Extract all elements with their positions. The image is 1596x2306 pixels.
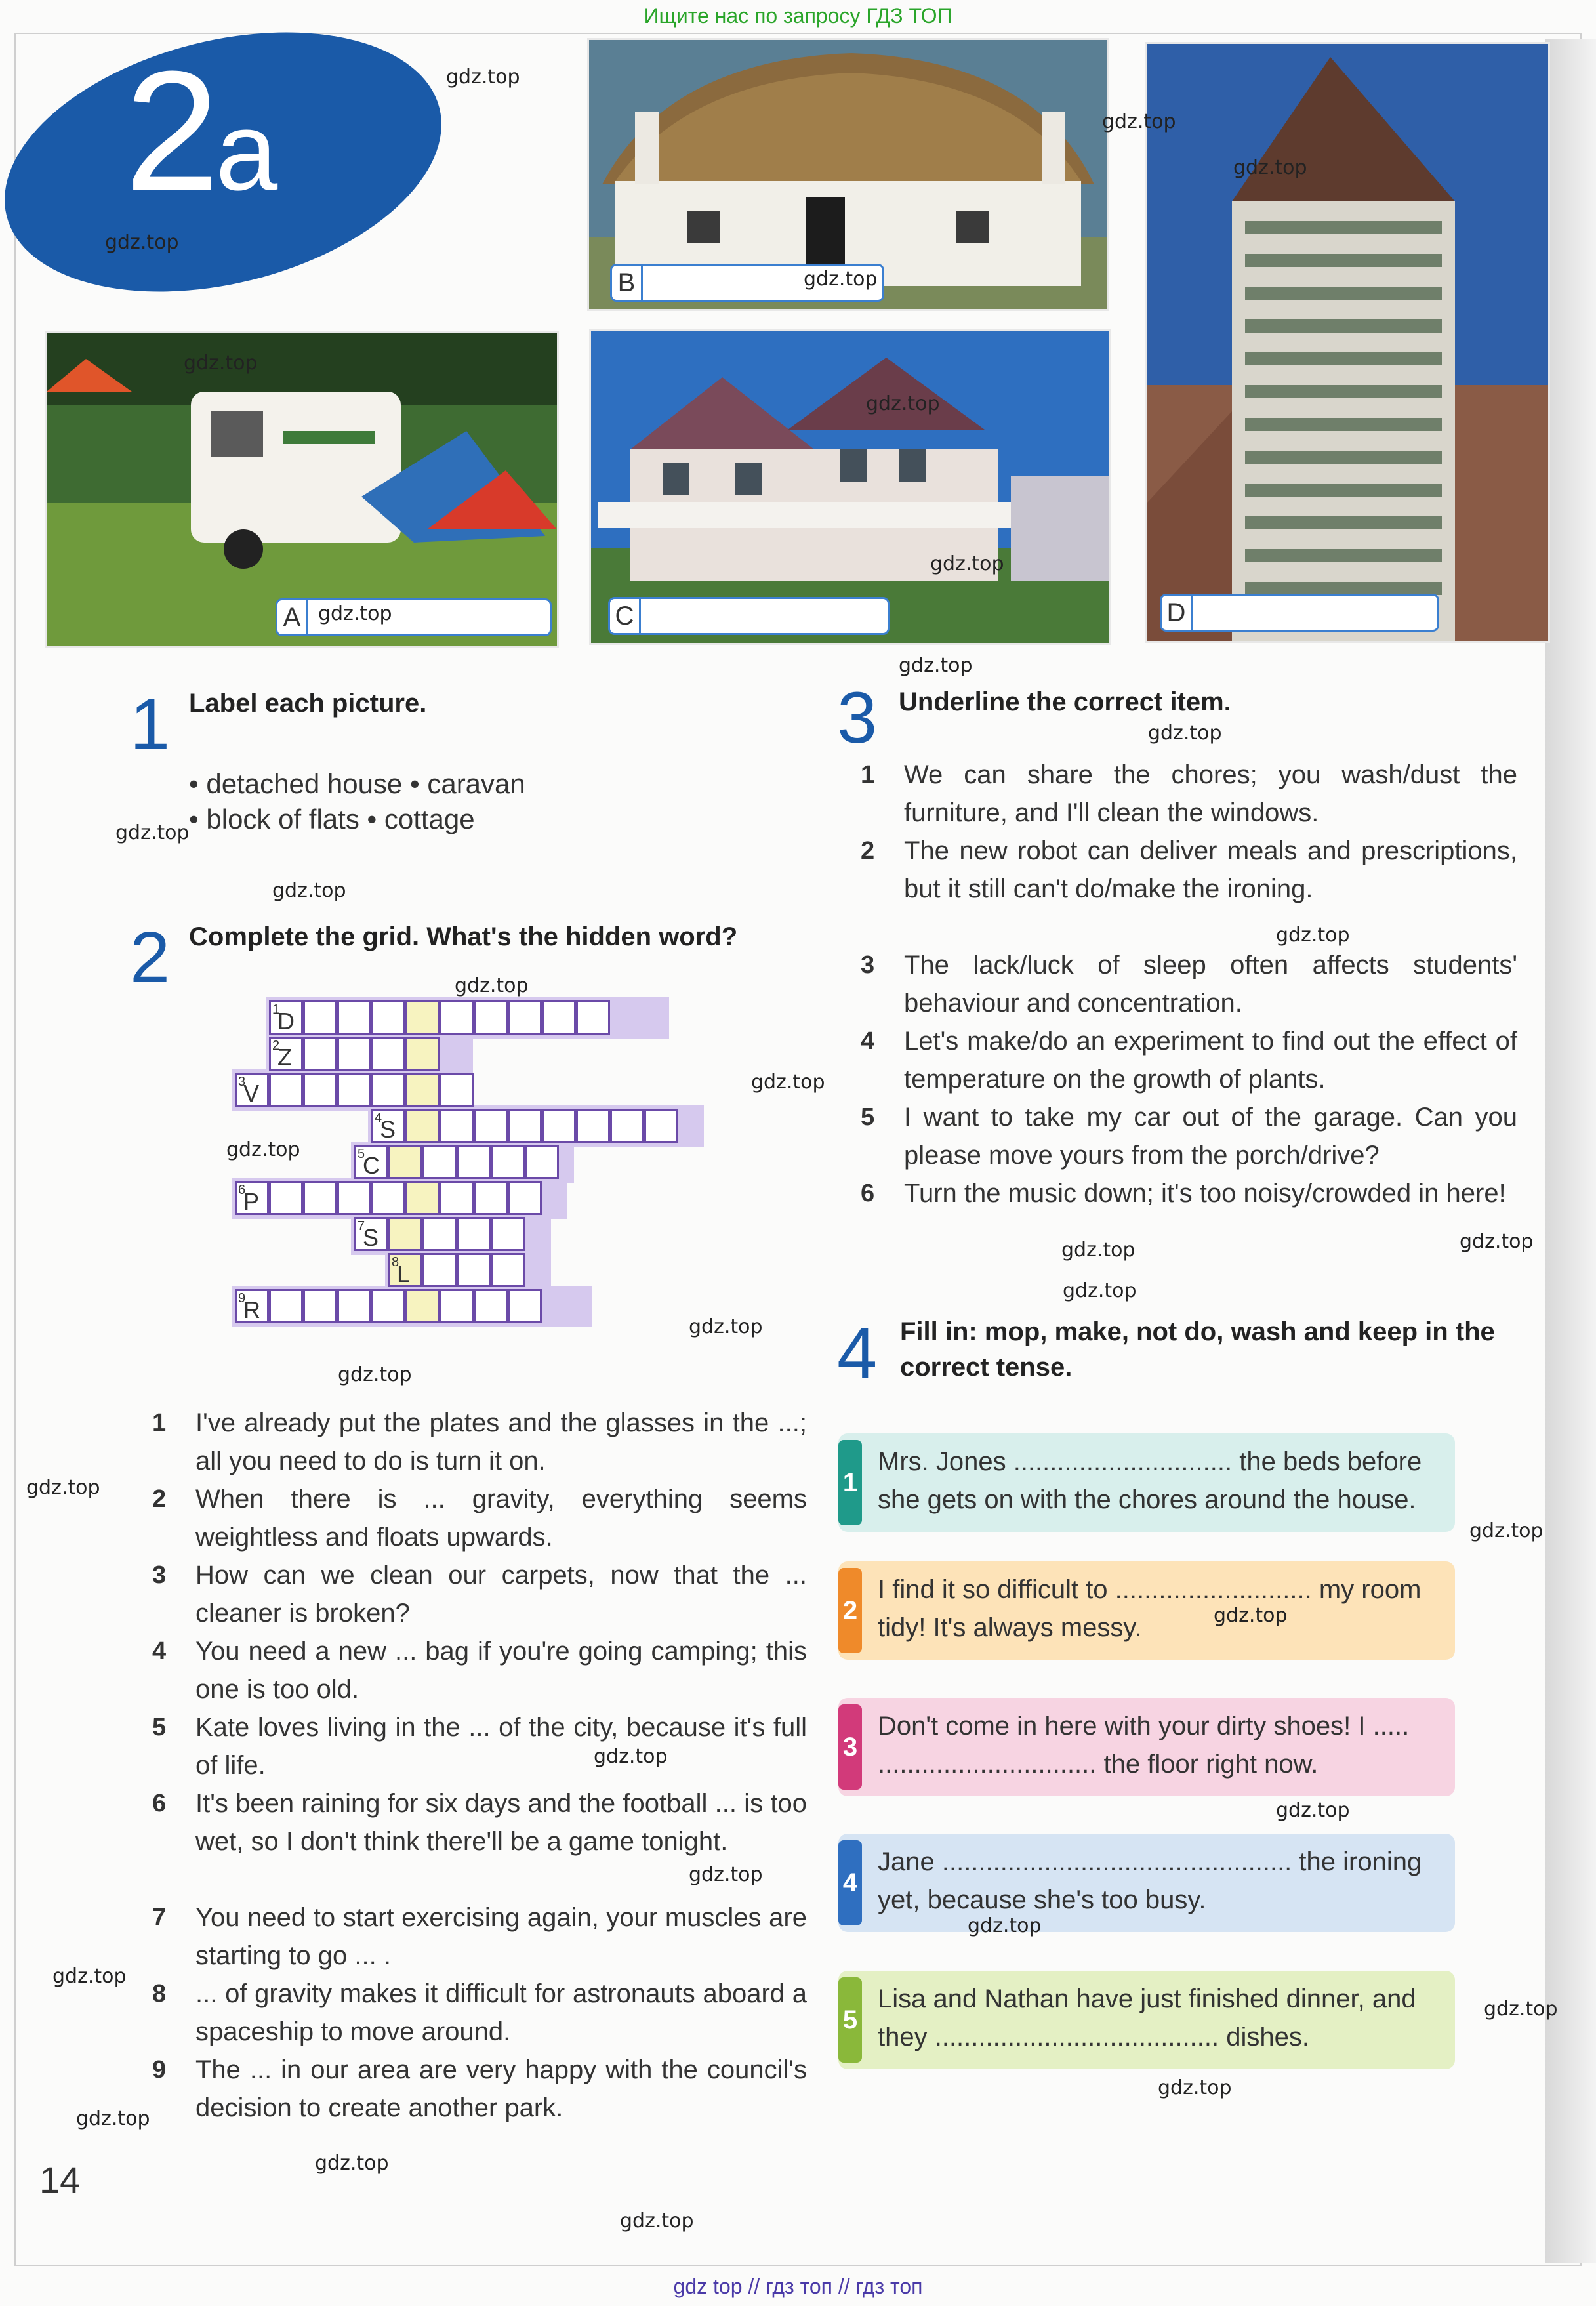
fill-in-text: Lisa and Nathan have just finished dinner, and they ....................................... dishes. [878,1985,1416,2051]
watermark: gdz.top [338,1363,412,1386]
label-letter-d: D [1162,596,1193,630]
crossword-first-letter: Z [277,1044,292,1071]
exercise-2-item-text: ... of gravity makes it difficult for astronauts aboard a spaceship to move around. [195,1979,807,2046]
unit-number: 2 [125,36,216,226]
crossword-cell[interactable] [491,1217,525,1251]
watermark: gdz.top [1484,1998,1558,2021]
crossword-first-letter: S [363,1224,379,1251]
exercise-3-number: 3 [837,678,878,758]
crossword-cell[interactable] [474,1000,508,1035]
fill-in-number-tab: 1 [838,1440,862,1525]
exercise-2-item-text: The ... in our area are very happy with the council's decision to create another park. [195,2055,807,2122]
crossword-cell[interactable] [422,1145,457,1179]
crossword-clue-number: 1 [272,1002,280,1017]
crossword-first-letter: D [277,1008,295,1035]
crossword-clue-number: 8 [392,1255,399,1269]
watermark: gdz.top [1276,1799,1350,1822]
unit-letter: a [215,89,274,214]
crossword-cell[interactable] [508,1000,542,1035]
crossword-cell[interactable] [388,1253,422,1287]
watermark: gdz.top [1469,1519,1544,1542]
crossword-clue-number: 9 [238,1291,246,1306]
crossword-cell[interactable] [440,1289,474,1323]
exercise-4-title-line-1: Fill in: mop, make, not do, wash and keep in the [900,1317,1495,1346]
exercise-3-item-text: The new robot can deliver meals and prescriptions, but it still can't do/make the ironing. [904,836,1517,903]
fill-in-text: Don't come in here with your dirty shoes! I ..... .............................. the floor right now. [878,1712,1410,1779]
crossword-clue-number: 6 [238,1183,246,1197]
exercise-2-item-text: You need to start exercising again, your muscles are starting to go ... . [195,1903,807,1970]
label-box-d[interactable] [1160,594,1439,632]
crossword-first-letter: L [397,1260,411,1287]
watermark: gdz.top [1148,722,1222,745]
crossword-cell[interactable] [388,1145,422,1179]
exercise-2-item-text: Kate loves living in the ... of the city, because it's full of life. [195,1713,807,1780]
exercise-2-item-number: 2 [152,1485,167,1513]
watermark: gdz.top [52,1965,127,1988]
exercise-2-item-text: How can we clean our carpets, now that the ... cleaner is broken? [195,1561,807,1628]
crossword-cell[interactable] [337,1000,371,1035]
watermark: gdz.top [899,654,973,677]
crossword-cell[interactable] [269,1181,303,1215]
crossword-cell[interactable] [269,1037,303,1071]
crossword-cell[interactable] [457,1145,491,1179]
crossword-cell[interactable] [354,1217,388,1251]
fill-in-text: Mrs. Jones .............................. the beds before she gets on with the chores around the house. [878,1447,1422,1514]
unit-title [125,36,274,226]
crossword-first-letter: V [243,1080,260,1107]
crossword-cell[interactable] [457,1217,491,1251]
watermark: gdz.top [1460,1230,1534,1253]
exercise-2-item-number: 8 [152,1980,167,2007]
crossword-first-letter: C [363,1152,380,1179]
crossword-clue-number: 4 [375,1111,382,1125]
crossword-cell[interactable] [440,1000,474,1035]
crossword-cell[interactable] [576,1109,610,1143]
exercise-3-item-text: We can share the chores; you wash/dust the furniture, and I'll clean the windows. [904,760,1517,827]
exercise-2-item-number: 7 [152,1904,167,1931]
crossword-cell[interactable] [405,1073,440,1107]
crossword-cell[interactable] [303,1037,337,1071]
crossword-first-letter: R [243,1296,260,1323]
fill-in-box[interactable] [838,1433,1455,1532]
fill-in-box[interactable] [838,1834,1455,1932]
exercise-2-item-number: 5 [152,1714,167,1741]
crossword-cell[interactable] [269,1073,303,1107]
page-number: 14 [39,2159,81,2200]
crossword-clue-number: 3 [238,1075,246,1089]
crossword-cell[interactable] [440,1109,474,1143]
exercise-3-item-number: 3 [861,951,875,979]
watermark: gdz.top [620,2210,694,2233]
watermark: gdz.top [76,2107,150,2130]
fill-in-box[interactable] [838,1698,1455,1796]
exercise-3-item-text: The lack/luck of sleep often affects students' behaviour and concentration. [904,951,1517,1018]
crossword-cell[interactable] [371,1109,405,1143]
watermark: gdz.top [1061,1239,1136,1262]
watermark: gdz.top [1214,1604,1288,1627]
watermark: gdz.top [1233,156,1307,179]
watermark: gdz.top [689,1863,763,1886]
exercise-2-number: 2 [130,917,171,998]
crossword-cell[interactable] [474,1181,508,1215]
crossword-cell[interactable] [474,1109,508,1143]
fill-in-text: I find it so difficult to ........................... my room tidy! It's always messy. [878,1575,1422,1642]
crossword-cell[interactable] [405,1289,440,1323]
watermark: gdz.top [272,879,346,902]
fill-in-box[interactable] [838,1561,1455,1660]
crossword-cell[interactable] [371,1289,405,1323]
watermark: gdz.top [968,1914,1042,1937]
crossword-cell[interactable] [542,1000,576,1035]
exercise-3-item-text: I want to take my car out of the garage. Can you please move yours from the porch/drive? [904,1103,1517,1170]
exercise-2-item-number: 3 [152,1561,167,1589]
crossword-cell[interactable] [644,1109,678,1143]
exercise-2-item-number: 4 [152,1637,167,1665]
crossword-cell[interactable] [508,1289,542,1323]
watermark: gdz.top [804,268,878,291]
exercise-1-options-line-1: • detached house • caravan [189,768,525,799]
crossword-cell[interactable] [422,1253,457,1287]
exercise-2-item-text: I've already put the plates and the glasses in the ...; all you need to do is turn it on. [195,1409,807,1475]
exercise-1-options-line-2: • block of flats • cottage [189,804,475,834]
watermark: gdz.top [1158,2076,1232,2099]
fill-in-number-tab: 4 [838,1840,862,1925]
watermark: gdz.top [689,1315,763,1338]
exercise-4-number: 4 [837,1313,878,1393]
watermark: gdz.top [318,602,392,625]
crossword-cell[interactable] [405,1181,440,1215]
watermark: gdz.top [866,392,940,415]
crossword-cell[interactable] [440,1073,474,1107]
fill-in-number-tab: 5 [838,1977,862,2063]
exercise-3-item-number: 2 [861,837,875,865]
exercise-2-title: Complete the grid. What's the hidden word? [189,922,738,951]
exercise-2-item-text: You need a new ... bag if you're going camping; this one is too old. [195,1637,807,1704]
crossword-cell[interactable] [508,1181,542,1215]
watermark: gdz.top [1276,924,1350,947]
exercise-1-number: 1 [130,684,171,765]
label-box-c[interactable] [608,597,890,635]
fill-in-text: Jane ................................................ the ironing yet, because she's too busy. [878,1847,1422,1914]
crossword-cell[interactable] [303,1181,337,1215]
bottom-banner[interactable]: gdz top // гдз топ // гдз топ [673,2275,923,2298]
crossword-first-letter: S [380,1116,396,1143]
label-box-a[interactable] [276,598,552,636]
exercise-2-item-number: 9 [152,2056,167,2084]
exercise-3-item-number: 5 [861,1103,875,1131]
crossword-cell[interactable] [371,1181,405,1215]
exercise-2-item-number: 1 [152,1409,167,1437]
crossword-cell[interactable] [337,1181,371,1215]
exercise-1-title: Label each picture. [189,689,427,718]
crossword-cell[interactable] [269,1000,303,1035]
crossword-cell[interactable] [235,1289,269,1323]
crossword-first-letter: P [243,1188,260,1215]
watermark: gdz.top [315,2152,389,2175]
fill-in-box[interactable] [838,1971,1455,2069]
crossword-cell[interactable] [474,1289,508,1323]
crossword-cell[interactable] [303,1289,337,1323]
watermark: gdz.top [455,974,529,997]
label-letter-b: B [612,266,643,300]
crossword-cell[interactable] [405,1000,440,1035]
crossword-cell[interactable] [440,1181,474,1215]
crossword-cell[interactable] [508,1109,542,1143]
crossword-cell[interactable] [525,1145,559,1179]
crossword-cell[interactable] [371,1000,405,1035]
fill-in-number-tab: 3 [838,1704,862,1790]
exercise-3-item-number: 4 [861,1027,875,1055]
crossword-cell[interactable] [235,1073,269,1107]
page-spine-shadow [1545,39,1596,2263]
crossword-cell[interactable] [235,1181,269,1215]
top-banner[interactable]: Ищите нас по запросу ГДЗ ТОП [644,4,952,28]
watermark: gdz.top [1063,1279,1137,1302]
crossword-cell[interactable] [269,1289,303,1323]
detached-house-image [591,331,1109,643]
crossword-cell[interactable] [371,1073,405,1107]
exercise-3-item-number: 6 [861,1180,875,1207]
crossword-clue-number: 7 [358,1219,365,1233]
exercise-4-title-line-2: correct tense. [900,1353,1073,1382]
label-letter-c: C [610,599,641,633]
photo-block-of-flats [1145,42,1550,643]
crossword-cell[interactable] [542,1109,576,1143]
crossword-cell[interactable] [576,1000,610,1035]
watermark: gdz.top [594,1745,668,1768]
crossword-clue-number: 5 [358,1147,365,1161]
label-letter-a: A [277,600,308,634]
exercise-3-item-text: Turn the music down; it's too noisy/crowded in here! [904,1179,1506,1208]
watermark: gdz.top [930,552,1004,575]
watermark: gdz.top [1102,110,1176,133]
crossword-cell[interactable] [405,1037,440,1071]
crossword-cell[interactable] [610,1109,644,1143]
crossword-cell[interactable] [371,1037,405,1071]
watermark: gdz.top [446,66,520,89]
exercise-3-item-number: 1 [861,761,875,789]
crossword-cell[interactable] [303,1073,337,1107]
exercise-2-item-number: 6 [152,1790,167,1817]
crossword-cell[interactable] [337,1073,371,1107]
crossword-clue-number: 2 [272,1039,280,1053]
crossword-cell[interactable] [491,1145,525,1179]
fill-in-number-tab: 2 [838,1568,862,1653]
block-of-flats-image [1147,44,1548,641]
crossword-cell[interactable] [303,1000,337,1035]
watermark: gdz.top [751,1071,825,1094]
crossword-cell[interactable] [337,1289,371,1323]
watermark: gdz.top [105,231,179,254]
watermark: gdz.top [226,1138,300,1161]
watermark: gdz.top [115,821,190,844]
crossword-cell[interactable] [388,1217,422,1251]
exercise-3-item-text: Let's make/do an experiment to find out the effect of temperature on the growth of plants. [904,1027,1517,1094]
crossword-cell[interactable] [354,1145,388,1179]
watermark: gdz.top [184,352,258,375]
watermark: gdz.top [26,1476,100,1499]
exercise-3-title: Underline the correct item. [899,688,1231,716]
crossword-cell[interactable] [491,1253,525,1287]
crossword-cell[interactable] [337,1037,371,1071]
exercise-2-item-text: It's been raining for six days and the football ... is too wet, so I don't think there'll be a game tonight. [195,1789,807,1856]
exercise-2-item-text: When there is ... gravity, everything seems weightless and floats upwards. [195,1485,807,1552]
crossword-cell[interactable] [405,1109,440,1143]
crossword-cell[interactable] [422,1217,457,1251]
crossword-cell[interactable] [457,1253,491,1287]
